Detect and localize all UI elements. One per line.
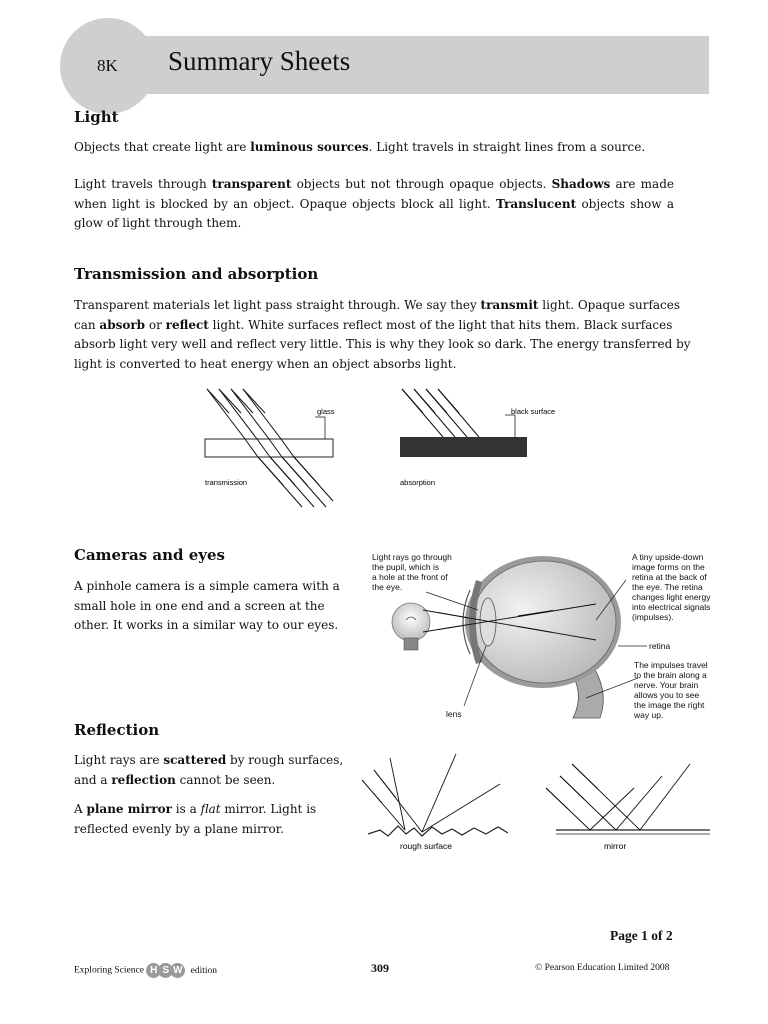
heading-cameras: Cameras and eyes	[74, 546, 225, 564]
rough-surface	[368, 826, 508, 836]
eye-diagram	[368, 550, 730, 722]
hsw-logo-h: H	[146, 963, 161, 978]
black-surface	[400, 437, 527, 457]
pupil-caption: Light rays go through the pupil, which is a hole at the front of the eye.	[372, 552, 452, 592]
copyright: © Pearson Education Limited 2008	[535, 963, 670, 973]
light-paragraph-2: Light travels through transparent objects but not through opaque objects. Shadows are made when light is blocked by an object. Opaque objects block all light. Translucent objects show a glow of light through them.	[74, 177, 674, 230]
image-caption: A tiny upside-down image forms on the retina at the back of the eye. The retina changes light energy into electrical signals (impulses).	[632, 552, 711, 622]
transmission-label: transmission	[205, 478, 248, 487]
glass-label: glass	[317, 407, 335, 416]
unit-code: 8K	[97, 56, 118, 75]
heading-transmission: Transmission and absorption	[74, 265, 319, 283]
mirror-rays	[546, 764, 690, 830]
absorption-label: absorption	[400, 478, 436, 487]
heading-light: Light	[74, 108, 119, 126]
page-number: 309	[371, 961, 389, 975]
footer-series: Exploring Science H S W edition	[74, 965, 218, 976]
retina-label: retina	[649, 641, 671, 651]
absorption-rays	[402, 389, 479, 437]
black-surface-label: black surface	[511, 407, 556, 416]
scattered-rays	[362, 754, 500, 832]
transmission-paragraph: Transparent materials let light pass straight through. We say they transmit light. Opaque surfaces can absorb or reflect light. White surfaces reflect most of the light that hits them. Black surfaces absorb light very well and reflect very little. This is why they look so dark. The energy transferred by light is converted to heat energy when an object absorbs light.	[74, 298, 691, 371]
reflection-paragraph-2: A plane mirror is a flat mirror. Light is reflected evenly by a plane mirror.	[74, 802, 317, 836]
rough-surface-label: rough surface	[400, 841, 452, 851]
cameras-paragraph: A pinhole camera is a simple camera with a small hole in one end and a screen at the other. It works in a similar way to our eyes.	[74, 579, 340, 632]
glass-block	[205, 439, 333, 457]
reflection-paragraph-1: Light rays are scattered by rough surfaces, and a reflection cannot be seen.	[74, 753, 344, 787]
reflection-figure	[360, 748, 720, 854]
hsw-logo-s: S	[158, 963, 173, 978]
mirror-label: mirror	[604, 841, 627, 851]
page-title: Summary Sheets	[168, 46, 351, 76]
hsw-logo-w: W	[170, 963, 185, 978]
light-paragraph-1: Objects that create light are luminous sources. Light travels in straight lines from a source.	[74, 140, 646, 154]
lens-label: lens	[446, 709, 462, 719]
transmission-absorption-figure	[195, 383, 556, 513]
heading-reflection: Reflection	[74, 721, 160, 739]
page-of-indicator: Page 1 of 2	[610, 928, 673, 943]
impulses-caption: The impulses travel to the brain along a nerve. Your brain allows you to see the image the right way up.	[634, 660, 708, 720]
